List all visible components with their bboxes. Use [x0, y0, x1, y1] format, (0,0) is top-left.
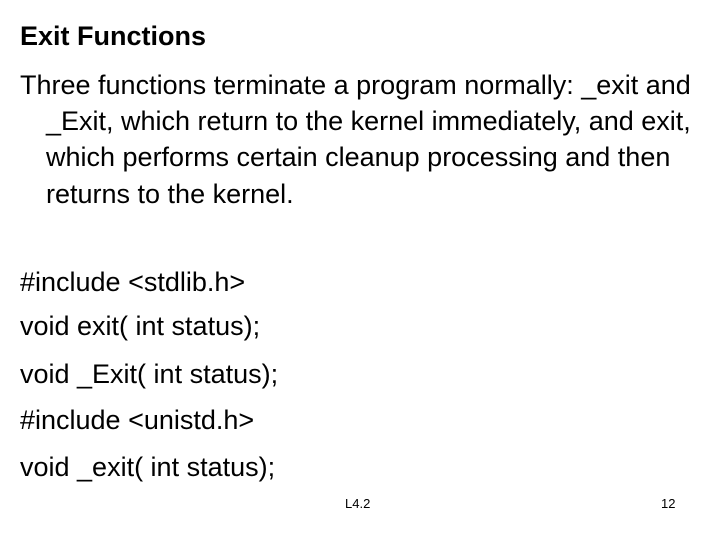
intro-paragraph: Three functions terminate a program normally: _exit and _Exit, which return to the kernel immediately, and exit, which performs certain cleanup processing and then returns to the kernel.: [20, 70, 691, 209]
code-line-include-stdlib: #include <stdlib.h>: [20, 267, 246, 297]
slide-title: Exit Functions: [20, 21, 207, 51]
code-line-exit: void exit( int status);: [20, 311, 261, 341]
footer-label: L4.2: [345, 496, 371, 511]
code-line-underscore-exit: void _exit( int status);: [20, 452, 276, 482]
page-number: 12: [661, 496, 676, 511]
code-line-include-unistd: #include <unistd.h>: [20, 405, 255, 435]
code-line-capital-exit: void _Exit( int status);: [20, 359, 279, 389]
